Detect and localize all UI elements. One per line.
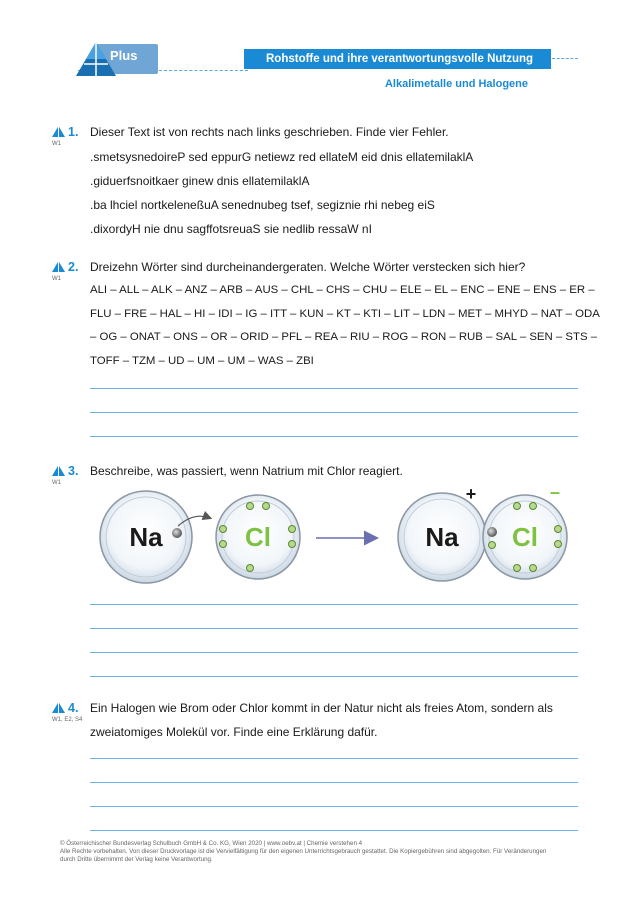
answer-line[interactable] [90,806,578,807]
plus-logo [74,42,162,84]
answer-line[interactable] [90,758,578,759]
answer-line[interactable] [90,604,578,605]
sodium-atom [100,491,192,583]
task-1-line: .smetsysnedoireP sed eppurG netiewz red ellateM eid dnis ellatemilaklA [90,150,474,164]
electron-dot [487,527,497,537]
footer-copyright: © Österreichischer Bundesverlag Schulbuch GmbH & Co. KG, Wien 2020 | www.oebv.at | Chemie verstehen 4 [60,840,363,847]
minus-charge: – [549,482,561,502]
pyramid-icon [52,261,65,272]
task-4-prompt: Ein Halogen wie Brom oder Chlor kommt in der Natur nicht als freies Atom, sondern als [90,701,553,715]
footer [60,840,580,864]
task-1-line: .giduerfsnoitkaer ginew dnis ellatemilaklA [90,174,310,188]
task-2-prompt: Dreizehn Wörter sind durcheinandergeraten. Welche Wörter verstecken sich hier? [90,260,526,274]
pyramid-icon [52,126,65,137]
na-symbol: Na [425,522,459,552]
answer-line[interactable] [90,436,578,437]
answer-line[interactable] [90,628,578,629]
chloride-ion [483,482,567,579]
task-2-tag: W1 [52,276,61,282]
cl-symbol: Cl [512,522,538,552]
task-1-line: .dixordyH nie dnu sagffotsreuaS sie nedlib ressaW nI [90,222,372,236]
page-subtitle: Alkalimetalle und Halogene [384,78,528,90]
task-2-line: TOFF – TZM – UD – UM – UM – WAS – ZBI [90,355,314,367]
page-title: Rohstoffe und ihre verantwortungsvolle Nutzung [244,49,551,69]
task-3-prompt: Beschreibe, was passiert, wenn Natrium mit Chlor reagiert. [90,464,403,478]
na-symbol: Na [129,522,163,552]
task-1-tag: W1 [52,141,61,147]
task-2-line: ALI – ALL – ALK – ANZ – ARB – AUS – CHL – CHS – CHU – ELE – EL – ENC – ENE – ENS – ER – [90,284,595,296]
task-2-line: – OG – ONAT – ONS – OR – ORID – PFL – REA – RIU – ROG – RON – RUB – SAL – SEN – STS – [90,331,598,343]
chlorine-atom [216,495,300,579]
plus-charge: + [465,484,477,504]
task-2-number: 2. [68,260,79,274]
logo-label: Plus [110,48,138,63]
pyramid-icon [52,465,65,476]
task-4-number: 4. [68,701,79,715]
answer-line[interactable] [90,652,578,653]
task-4-prompt: zweiatomiges Molekül vor. Finde eine Erklärung dafür. [90,725,378,739]
task-3-number: 3. [68,464,79,478]
task-1-prompt: Dieser Text ist von rechts nach links geschrieben. Finde vier Fehler. [90,125,449,139]
footer-liability: durch Dritte übernimmt der Verlag keine Verantwortung. [60,856,213,863]
answer-line[interactable] [90,782,578,783]
reaction-diagram [98,482,588,592]
header-dash-right [552,58,578,59]
footer-rights: Alle Rechte vorbehalten. Von dieser Druckvorlage ist die Vervielfältigung für den eigenen Unterrichtsgebrauch gestattet. Die Kopiergebühren sind abgegolten. Für Veränderungen [60,848,547,855]
task-2-line: FLU – FRE – HAL – HI – IDI – IG – ITT – KUN – KT – KTI – LIT – LDN – MET – MHYD – NAT – ODA [90,308,600,320]
answer-line[interactable] [90,388,578,389]
pyramid-icon [52,702,65,713]
answer-line[interactable] [90,676,578,677]
answer-line[interactable] [90,830,578,831]
cl-symbol: Cl [245,522,271,552]
task-1-number: 1. [68,125,79,139]
answer-line[interactable] [90,412,578,413]
task-4-tag: W1, E2, S4 [52,717,83,723]
task-3-tag: W1 [52,480,61,486]
task-1-line: .ba lhciel nortkeleneßuA senednubeg tsef, segiznie rhi nebeg eiS [90,198,435,212]
sodium-ion [398,484,486,581]
electron-dot [172,528,182,538]
